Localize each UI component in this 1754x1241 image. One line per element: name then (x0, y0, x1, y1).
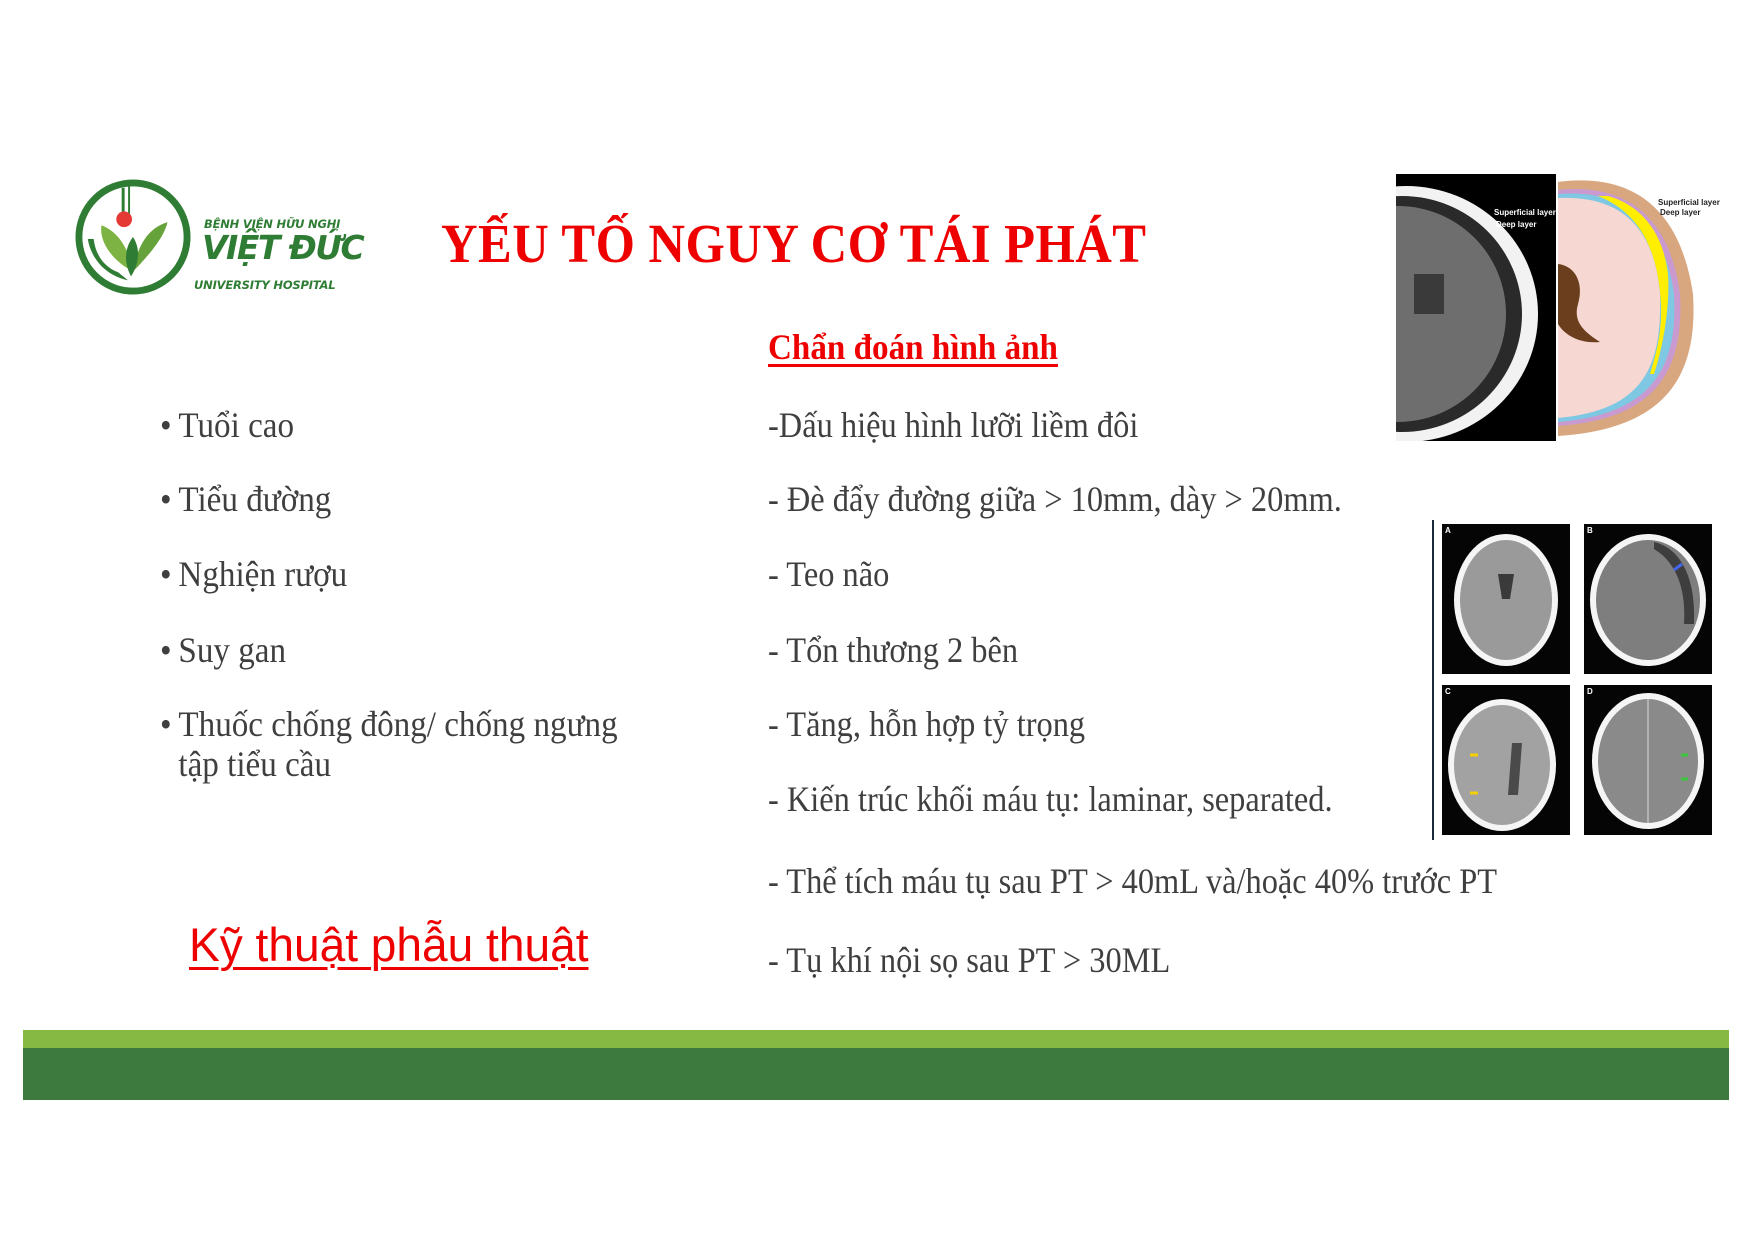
bullet-icon: • (160, 630, 172, 670)
logo-line-3: UNIVERSITY HOSPITAL (194, 278, 336, 292)
risk-factor-item: • Nghiện rượu (160, 554, 348, 594)
risk-factor-item: • Thuốc chống đông/ chống ngưng tập tiểu cầu (160, 704, 618, 784)
bullet-icon: • (160, 704, 172, 744)
risk-factor-item: • Tuổi cao (160, 405, 295, 445)
logo-line-2: VIỆT ĐỨC (202, 228, 364, 267)
panel-label: D (1587, 687, 1593, 696)
ct-panel-b (1584, 524, 1712, 674)
risk-factor-continuation: tập tiểu cầu (178, 744, 332, 784)
ct-scan-icon (1442, 685, 1570, 835)
imaging-item: - Kiến trúc khối máu tụ: laminar, separated. (768, 779, 1333, 819)
slide-title: YẾU TỐ NGUY CƠ TÁI PHÁT (441, 213, 1147, 274)
brain-illustration-icon (1558, 174, 1748, 441)
risk-factor-item: • Suy gan (160, 630, 287, 670)
ct-panel-d (1584, 685, 1712, 835)
bullet-icon: • (160, 554, 172, 594)
imaging-item: - Tổn thương 2 bên (768, 630, 1019, 670)
panel-label: C (1445, 687, 1451, 696)
bullet-icon: • (160, 479, 172, 519)
illus-label-deep: Deep layer (1660, 208, 1701, 217)
risk-factor-item: • Tiểu đường (160, 479, 332, 519)
bullet-icon: • (160, 405, 172, 445)
surgical-technique-link[interactable]: Kỹ thuật phẫu thuật (189, 918, 589, 971)
footer-bar-dark (23, 1048, 1729, 1100)
imaging-heading: Chẩn đoán hình ảnh (768, 327, 1058, 367)
ct-panel-c (1442, 685, 1570, 835)
anatomy-illustration (1558, 174, 1748, 441)
panel-label: B (1587, 526, 1593, 535)
logo-emblem-icon (74, 178, 192, 296)
imaging-item: -Dấu hiệu hình lưỡi liềm đôi (768, 405, 1139, 445)
imaging-item: - Thể tích máu tụ sau PT > 40mL và/hoặc 40% trước PT (768, 861, 1498, 901)
illus-label-superficial: Superficial layer (1658, 198, 1720, 207)
figure-divider (1432, 520, 1434, 840)
imaging-item: - Tăng, hỗn hợp tỷ trọng (768, 704, 1086, 744)
panel-label: A (1445, 526, 1451, 535)
ct-label-superficial: Superficial layer (1494, 208, 1556, 217)
imaging-item: - Tụ khí nội sọ sau PT > 30ML (768, 940, 1171, 980)
ct-panel-a (1442, 524, 1570, 674)
ct-scan-icon (1584, 524, 1712, 674)
ct-scan-icon (1442, 524, 1570, 674)
hospital-logo (74, 178, 374, 298)
ct-label-deep: Deep layer (1496, 220, 1537, 229)
footer-bar-light (23, 1030, 1729, 1048)
ct-scan-icon (1584, 685, 1712, 835)
imaging-item: - Đè đẩy đường giữa > 10mm, dày > 20mm. (768, 479, 1342, 519)
logo-line-1: BỆNH VIỆN HỮU NGHỊ (204, 217, 341, 231)
ct-scan-image (1396, 174, 1556, 441)
imaging-item: - Teo não (768, 554, 890, 594)
